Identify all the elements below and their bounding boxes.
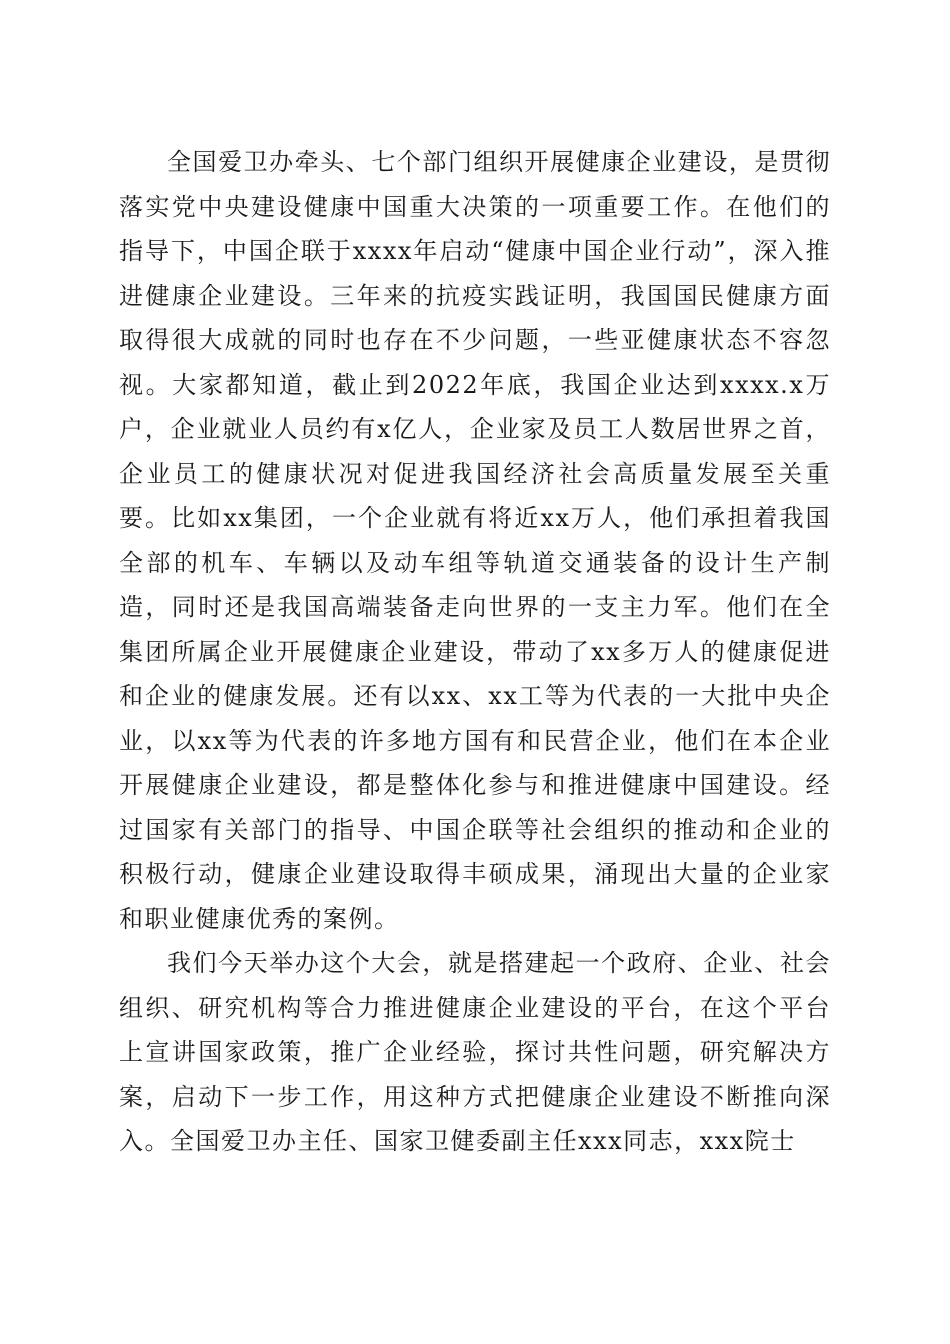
paragraph-2: 我们今天举办这个大会，就是搭建起一个政府、企业、社会组织、研究机构等合力推进健康企业建设的平台，在这个平台上宣讲国家政策，推广企业经验，探讨共性问题，研究解决方案，启动下一步工作，用这种方式把健康企业建设不断推向深入。全国爱卫办主任、国家卫健委副主任xxx同志，xxx院士 <box>119 949 831 1155</box>
document-body <box>119 140 831 1164</box>
paragraph-1: 全国爱卫办牵头、七个部门组织开展健康企业建设，是贯彻落实党中央建设健康中国重大决策的一项重要工作。在他们的指导下，中国企联于xxxx年启动“健康中国企业行动”，深入推进健康企业建设。三年来的抗疫实践证明，我国国民健康方面取得很大成就的同时也存在不少问题，一些亚健康状态不容忽视。大家都知道，截止到2022年底，我国企业达到xxxx.x万户，企业就业人员约有x亿人，企业家及员工人数居世界之首，企业员工的健康状况对促进我国经济社会高质量发展至关重要。比如xx集团，一个企业就有将近xx万人，他们承担着我国全部的机车、车辆以及动车组等轨道交通装备的设计生产制造，同时还是我国高端装备走向世界的一支主力军。他们在全集团所属企业开展健康企业建设，带动了xx多万人的健康促进和企业的健康发展。还有以xx、xx工等为代表的一大批中央企业，以xx等为代表的许多地方国有和民营企业，他们在本企业开展健康企业建设，都是整体化参与和推进健康中国建设。经过国家有关部门的指导、中国企联等社会组织的推动和企业的积极行动，健康企业建设取得丰硕成果，涌现出大量的企业家和职业健康优秀的案例。 <box>119 148 831 933</box>
